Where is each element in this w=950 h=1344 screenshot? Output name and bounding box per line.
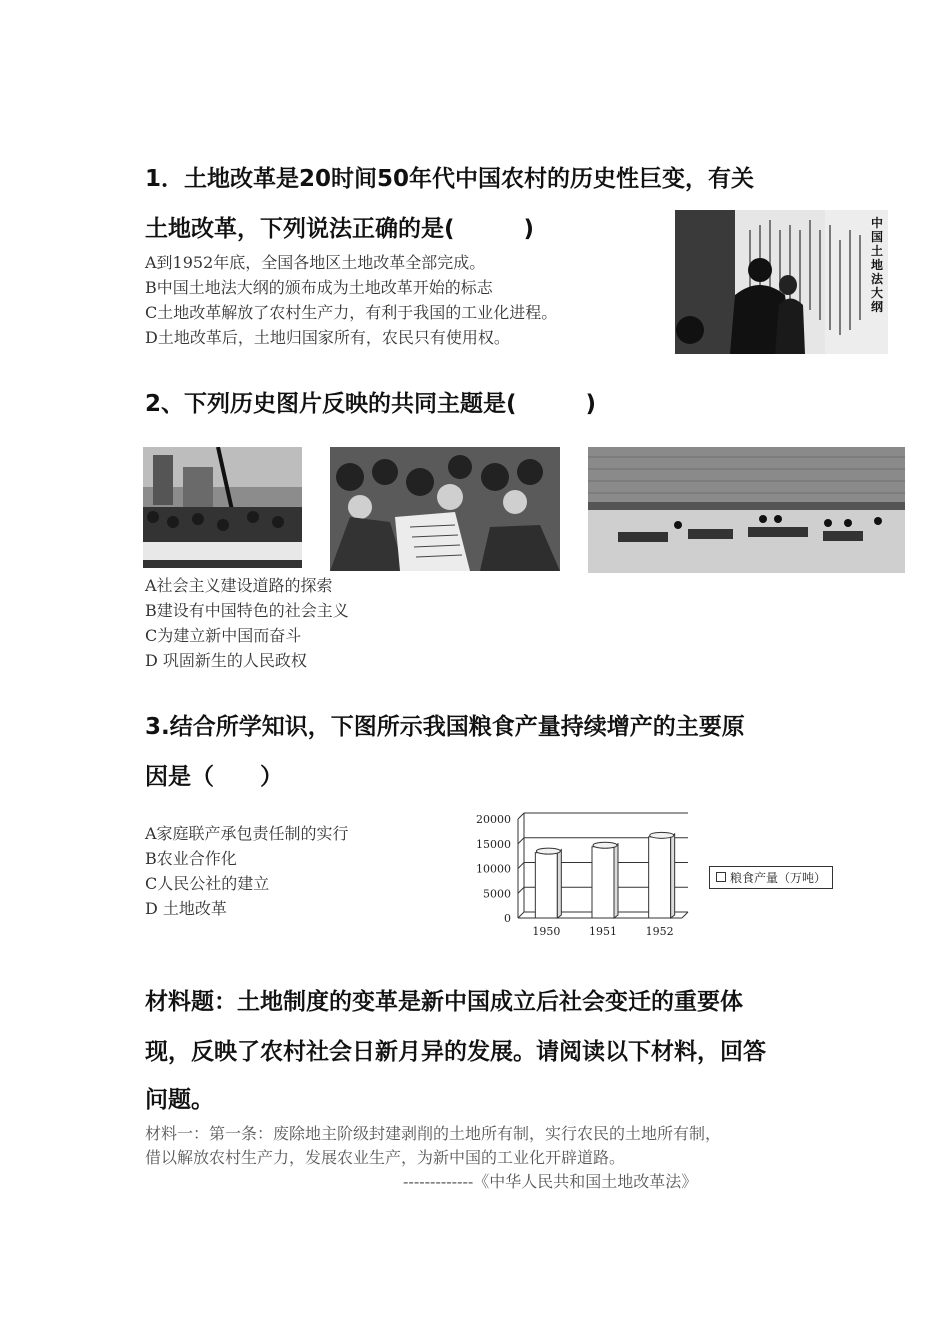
gridline-depth bbox=[518, 887, 524, 893]
chart-legend bbox=[709, 866, 833, 889]
q1-title-line2: 土地改革，下列说法正确的是( ) bbox=[145, 216, 535, 242]
q3-option-d: D 土地改革 bbox=[145, 899, 227, 918]
q2-photo-hall bbox=[588, 447, 905, 573]
material-title-line1: 材料题：土地制度的变革是新中国成立后社会变迁的重要体 bbox=[145, 989, 743, 1015]
q2-option-c: C为建立新中国而奋斗 bbox=[145, 626, 302, 645]
q3-option-c: C人民公社的建立 bbox=[145, 874, 270, 893]
bar-top bbox=[650, 832, 674, 838]
q3-title-line2: 因是（ ） bbox=[145, 764, 283, 790]
legend-label: 粮食产量（万吨） bbox=[730, 871, 827, 885]
material-text-line2: 借以解放农村生产力，发展农业生产，为新中国的工业化开辟道路。 bbox=[145, 1148, 626, 1167]
q3-option-a: A家庭联产承包责任制的实行 bbox=[145, 824, 349, 843]
q3-options bbox=[145, 821, 349, 921]
q2-option-d: D 巩固新生的人民政权 bbox=[145, 651, 307, 670]
q1-land-law-photo bbox=[675, 210, 888, 354]
y-tick-label: 15000 bbox=[476, 837, 511, 851]
bar-top bbox=[593, 842, 617, 848]
bar-top bbox=[536, 848, 560, 854]
legend-swatch bbox=[716, 872, 726, 882]
bar-side bbox=[557, 850, 561, 918]
q2-title: 2、下列历史图片反映的共同主题是( ) bbox=[145, 391, 597, 417]
material-title-line2: 现，反映了农村社会日新月异的发展。请阅读以下材料，回答 bbox=[145, 1039, 766, 1065]
q2-option-b: B建设有中国特色的社会主义 bbox=[145, 601, 349, 620]
q2-photo-rally bbox=[143, 447, 302, 568]
bar-side bbox=[614, 844, 618, 918]
y-tick-label: 10000 bbox=[476, 862, 511, 876]
q2-options bbox=[145, 573, 349, 673]
q1-title-line1: 1．土地改革是20时间50年代中国农村的历史性巨变，有关 bbox=[145, 166, 755, 192]
material-source: -------------《中华人民共和国土地改革法》 bbox=[403, 1172, 698, 1191]
q2-photo-crowd bbox=[330, 447, 560, 571]
q1-photo-caption: 中国土地法大纲 bbox=[871, 216, 884, 314]
bar-1951 bbox=[592, 847, 614, 918]
bar-side bbox=[671, 834, 675, 918]
bar-1952 bbox=[649, 837, 671, 918]
material-text-line1: 材料一：第一条：废除地主阶级封建剥削的土地所有制，实行农民的土地所有制， bbox=[145, 1124, 722, 1143]
material-title-line3: 问题。 bbox=[145, 1087, 214, 1113]
floor-edge bbox=[682, 912, 688, 918]
q1-option-a: A到1952年底，全国各地区土地改革全部完成。 bbox=[145, 253, 486, 272]
q2-option-a: A社会主义建设道路的探索 bbox=[145, 576, 333, 595]
x-tick-label: 1952 bbox=[645, 925, 674, 938]
bar-1950 bbox=[535, 853, 557, 918]
y-tick-label: 20000 bbox=[476, 813, 511, 826]
gridline-depth bbox=[518, 838, 524, 844]
x-tick-label: 1950 bbox=[532, 925, 561, 938]
gridline-depth bbox=[518, 863, 524, 869]
q1-options bbox=[145, 250, 557, 350]
gridline-depth bbox=[518, 813, 524, 819]
q1-option-b: B中国土地法大纲的颁布成为土地改革开始的标志 bbox=[145, 278, 493, 297]
q3-option-b: B农业合作化 bbox=[145, 849, 237, 868]
y-tick-label: 0 bbox=[504, 912, 511, 925]
q1-option-c: C土地改革解放了农村生产力，有利于我国的工业化进程。 bbox=[145, 303, 558, 322]
q1-option-d: D土地改革后，土地归国家所有，农民只有使用权。 bbox=[145, 328, 510, 347]
x-tick-label: 1951 bbox=[589, 925, 617, 938]
gridline-depth bbox=[518, 912, 524, 918]
grain-output-chart bbox=[460, 805, 700, 940]
q3-title-line1: 3.结合所学知识，下图所示我国粮食产量持续增产的主要原 bbox=[145, 714, 745, 740]
y-tick-label: 5000 bbox=[483, 887, 511, 901]
